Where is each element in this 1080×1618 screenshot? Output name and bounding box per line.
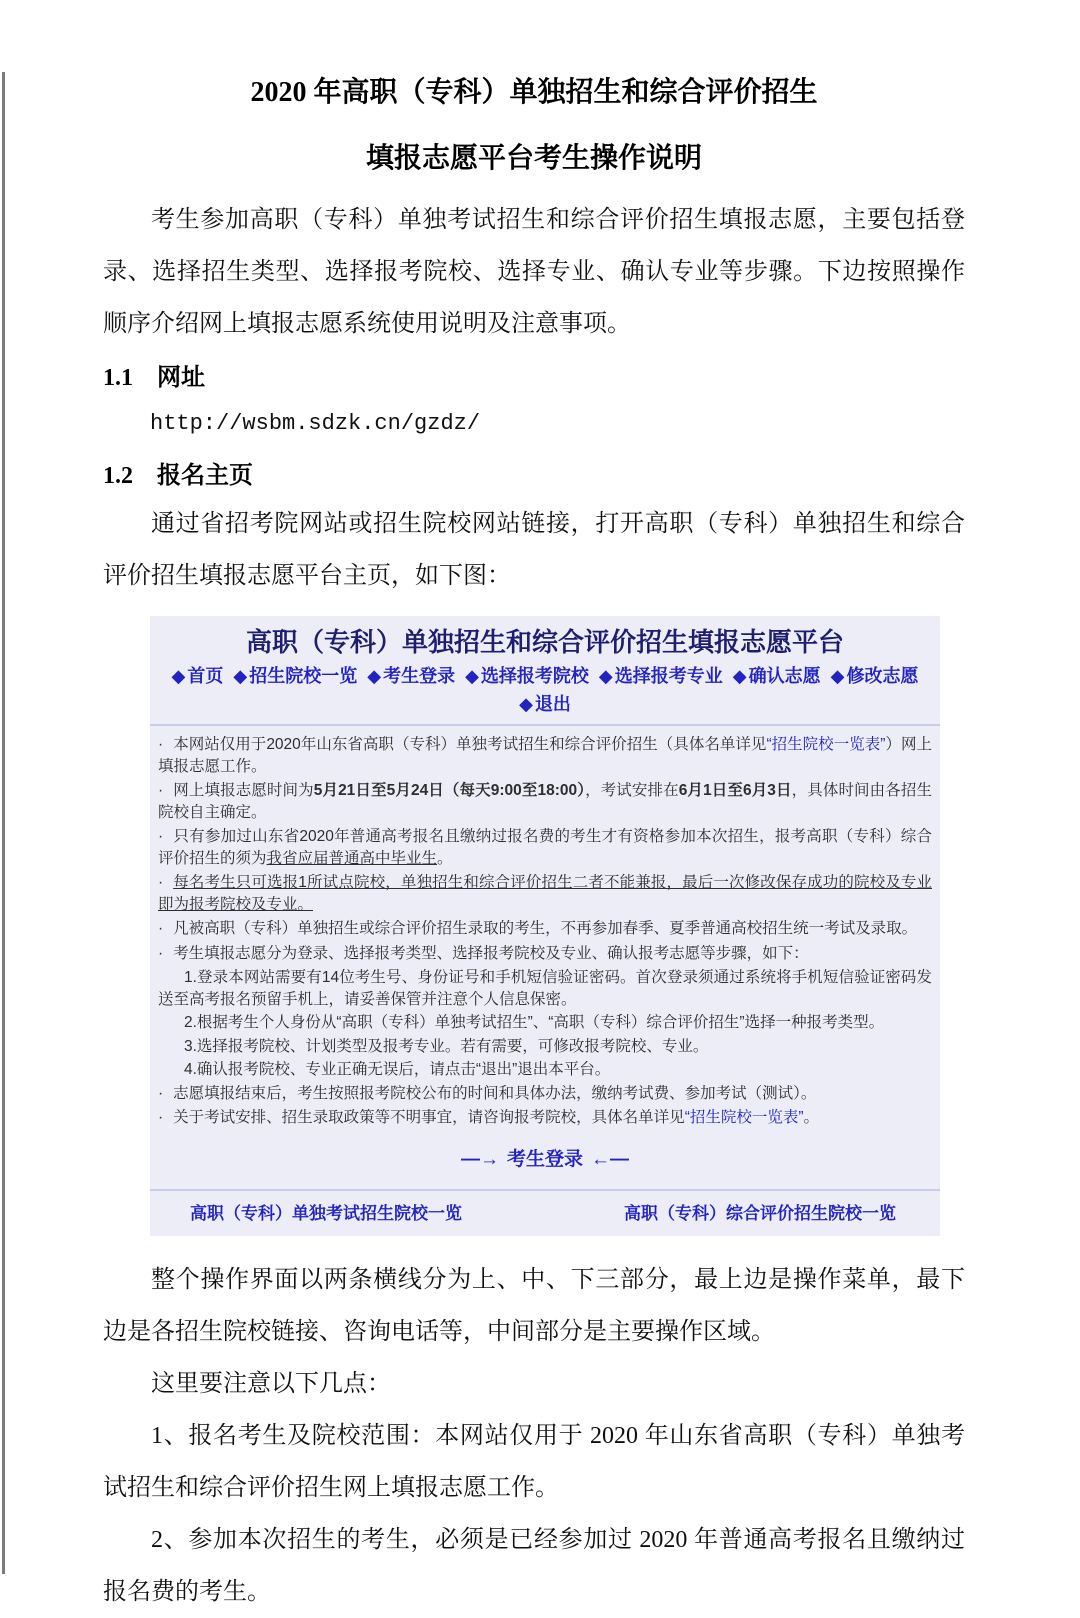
doc-title-line2: 填报志愿平台考生操作说明 <box>365 143 702 174</box>
menu-item-label: 修改志愿 <box>846 666 919 686</box>
diamond-icon: ◆ <box>732 666 747 686</box>
menu-item-7[interactable] <box>831 666 919 686</box>
section-heading-1-1 <box>103 356 965 400</box>
diamond-icon: ◆ <box>519 694 533 714</box>
notice-text: ，考试安排在 <box>585 782 679 799</box>
notes-intro-paragraph: 这里要注意以下几点： <box>151 1370 391 1397</box>
layout-description-paragraph: 整个操作界面以两条横线分为上、中、下三部分，最上边是操作菜单，最下边是各招生院校链接、咨询电话等，中间部分是主要操作区域。 <box>103 1266 965 1345</box>
menu-item-3[interactable] <box>367 666 455 686</box>
menu-item-label: 确认志愿 <box>748 666 821 686</box>
menu-item-4[interactable] <box>465 666 589 686</box>
platform-url: http://wsbm.sdzk.cn/gzdz/ <box>150 411 481 436</box>
section-number: 1.2 <box>103 463 133 489</box>
section-title: 网址 <box>157 365 205 391</box>
instruction-step <box>158 1059 932 1081</box>
section-1-2-paragraph: 通过省招考院网站或招生院校网站链接，打开高职（专科）单独招生和综合评价招生填报志愿平台主页，如下图： <box>103 511 965 589</box>
left-arrow-icon: ←— <box>591 1148 629 1170</box>
note-point-1: 1、报名考生及院校范围：本网站仅用于 2020 年山东省高职（专科）单独考试招生和综合评价招生网上填报志愿工作。 <box>103 1422 965 1501</box>
bullet-marker-icon: · <box>158 1109 164 1126</box>
menu-item-8[interactable] <box>519 694 571 714</box>
notice-text: 本网站仅用于2020年山东省高职（专科）单独考试招生和综合评价招生（具体名单详见 <box>173 736 767 753</box>
notice-text: 3.选择报考院校、计划类型及报考专业。若有需要，可修改报考院校、专业。 <box>184 1037 709 1055</box>
bullet-marker-icon: · <box>158 874 164 891</box>
section-title: 报名主页 <box>157 463 253 489</box>
platform-footer-links <box>150 1191 940 1236</box>
embedded-webpage-screenshot <box>150 616 940 1236</box>
menu-item-label: 选择报考院校 <box>480 666 589 686</box>
note-point-2: 2、参加本次招生的考生，必须是已经参加过 2020 年普通高考报名且缴纳过报名费的考生。 <box>103 1526 965 1605</box>
section-heading-1-2 <box>103 454 965 498</box>
college-list-link[interactable]: “招生院校一览表” <box>766 736 886 753</box>
notice-bullet <box>158 943 932 965</box>
menu-item-6[interactable] <box>733 666 821 686</box>
menu-item-label: 选择报考专业 <box>614 666 723 686</box>
menu-item-5[interactable] <box>599 666 723 686</box>
intro-paragraph: 考生参加高职（专科）单独考试招生和综合评价招生填报志愿，主要包括登录、选择招生类型、选择报考院校、选择专业、确认专业等步骤。下边按照操作顺序介绍网上填报志愿系统使用说明及注意事项。 <box>103 207 965 337</box>
notice-text: 考生填报志愿分为登录、选择报考类型、选择报考院校及专业、确认报考志愿等步骤，如下： <box>173 944 809 962</box>
bullet-marker-icon: · <box>158 782 164 799</box>
notice-bullet <box>158 826 932 869</box>
menu-item-label: 首页 <box>187 666 224 686</box>
diamond-icon: ◆ <box>233 666 248 686</box>
menu-item-2[interactable] <box>233 666 357 686</box>
notice-text: 4.确认报考院校、专业正确无误后，请点击“退出”退出本平台。 <box>184 1061 611 1078</box>
login-row <box>150 1136 940 1183</box>
notice-bullet <box>158 918 932 940</box>
notice-text: 我省应届普通高中毕业生 <box>266 849 438 867</box>
notice-text: 关于考试安排、招生录取政策等不明事宜，请咨询报考院校，具体名单详见 <box>173 1109 685 1126</box>
notice-text: 。 <box>437 849 453 867</box>
right-arrow-icon: —→ <box>460 1148 499 1170</box>
platform-title: 高职（专科）单独招生和综合评价招生填报志愿平台 <box>245 627 844 657</box>
menu-item-label: 退出 <box>534 694 571 714</box>
footer-college-list-link-1[interactable]: 高职（专科）单独考试招生院校一览 <box>190 1203 462 1223</box>
notice-text: 凡被高职（专科）单独招生或综合评价招生录取的考生，不再参加春季、夏季普通高校招生统一考试及录取。 <box>173 920 918 937</box>
notice-text: 6月1日至6月3日 <box>678 782 792 799</box>
notice-text: 网上填报志愿时间为 <box>173 782 314 799</box>
menu-item-label: 招生院校一览 <box>249 666 358 686</box>
diamond-icon: ◆ <box>465 666 479 686</box>
footer-college-list-link-2[interactable]: 高职（专科）综合评价招生院校一览 <box>624 1203 896 1223</box>
platform-menu <box>150 662 940 718</box>
college-list-link[interactable]: “招生院校一览表” <box>684 1109 804 1126</box>
notice-bullet <box>158 1083 932 1105</box>
notice-text: 2.根据考生个人身份从“高职（专科）单独考试招生”、“高职（专科）综合评价招生”选择一种报考类型。 <box>184 1014 885 1031</box>
diamond-icon: ◆ <box>830 666 845 686</box>
bullet-marker-icon: · <box>158 1084 164 1102</box>
bullet-marker-icon: · <box>158 920 164 937</box>
bullet-marker-icon: · <box>158 736 164 753</box>
bullet-marker-icon: · <box>158 944 164 962</box>
notice-bullet <box>158 872 932 915</box>
notice-text: 志愿填报结束后，考生按照报考院校公布的时间和具体办法，缴纳考试费、参加考试（测试）。 <box>173 1084 817 1102</box>
diamond-icon: ◆ <box>598 666 613 686</box>
menu-item-label: 考生登录 <box>383 666 456 686</box>
notice-bullet <box>158 780 932 823</box>
notice-bullet <box>158 734 932 777</box>
menu-item-1[interactable] <box>172 666 224 686</box>
section-number: 1.1 <box>103 365 133 391</box>
document-page <box>0 72 1080 1618</box>
notice-text: 每名考生只可选报1所试点院校，单独招生和综合评价招生二者不能兼报，最后一次修改保存成功的院校及专业即为报考院校及专业。 <box>158 874 932 913</box>
notice-text: 1.登录本网站需要有14位考生号、身份证号和手机短信验证密码。首次登录须通过系统将手机短信验证密码发送至高考报名预留手机上，请妥善保管并注意个人信息保密。 <box>158 969 932 1008</box>
diamond-icon: ◆ <box>171 666 186 686</box>
notice-text: 。 <box>803 1109 820 1126</box>
screenshot-content <box>150 726 940 1136</box>
instruction-step <box>158 1012 932 1034</box>
notice-text: 只有参加过山东省2020年普通高考报名且缴纳过报名费的考生才有资格参加本次招生，报考高职（专科）综合评价招生的须为 <box>158 828 932 867</box>
notice-bullet <box>158 1107 932 1129</box>
notice-text: ，具体时间由各招生院校自主确定。 <box>158 782 932 821</box>
instruction-step <box>158 1036 932 1058</box>
page-left-border <box>2 72 5 1574</box>
notice-text: ）网上填报志愿工作。 <box>158 736 932 775</box>
instruction-step <box>158 967 932 1010</box>
diamond-icon: ◆ <box>367 666 382 686</box>
doc-title-line1: 2020 年高职（专科）单独招生和综合评价招生 <box>250 77 818 108</box>
bullet-marker-icon: · <box>158 828 164 845</box>
candidate-login-link[interactable]: 考生登录 <box>506 1148 583 1170</box>
notice-text: 5月21日至5月24日（每天9:00至18:00） <box>313 782 586 799</box>
